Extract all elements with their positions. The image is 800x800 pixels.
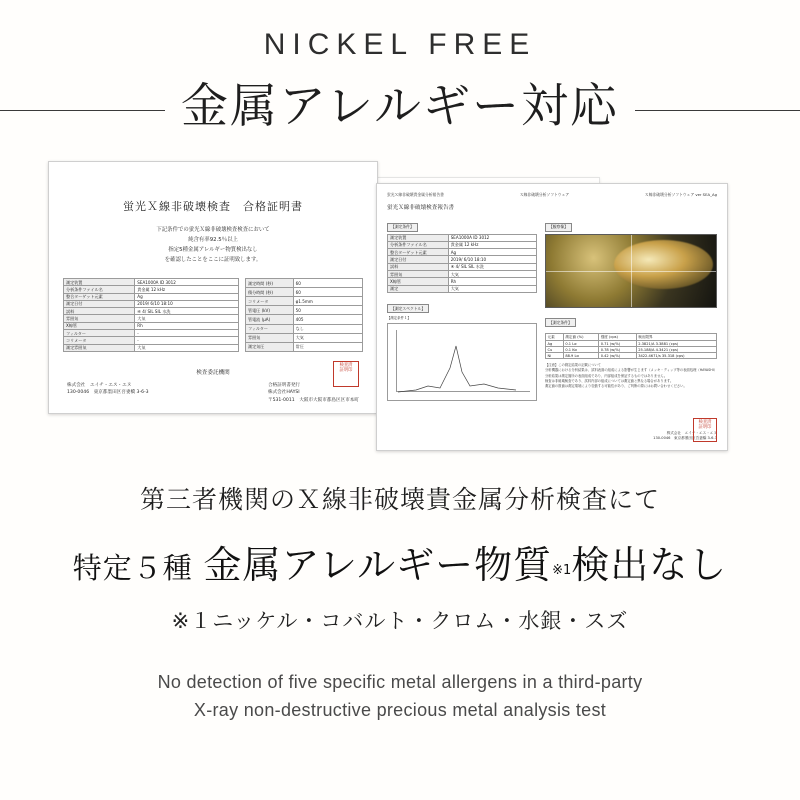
analysis-results-table bbox=[545, 333, 717, 359]
cell-key: X線管 bbox=[64, 322, 135, 329]
cell-value: 25.188/A 4.3421 (cps) bbox=[636, 347, 716, 353]
column-header: 元素 bbox=[546, 334, 564, 341]
copy-english-line-2: X-ray non-destructive precious metal analysis test bbox=[193, 699, 607, 720]
report-header-mid: Ｘ線非破壊分析ソフトウェア bbox=[519, 192, 570, 197]
cell-key: X線管 bbox=[388, 278, 449, 285]
cell-key: 管電流 (μA) bbox=[246, 315, 294, 324]
eyebrow-nickel-free: NICKEL FREE bbox=[263, 28, 537, 61]
intro-line: 純含有率92.5％以上 bbox=[188, 237, 238, 243]
cell-value: ④ 4/ SIL SIL 水洗 bbox=[448, 263, 536, 270]
intro-line: 下記条件での蛍光Ｘ線非破壊検査検査において bbox=[156, 227, 270, 233]
chart-curve-icon bbox=[388, 324, 528, 402]
results-label: 【測定条件】 bbox=[545, 318, 576, 327]
photo-highlight bbox=[614, 240, 713, 289]
cell-value: 貴金属 12 kHz bbox=[135, 286, 239, 293]
issue-label: 合格証明書発行 bbox=[267, 382, 301, 388]
cell-key: コリメータ bbox=[64, 337, 135, 344]
cell-value: 0.1 Kα bbox=[563, 347, 598, 353]
issuer-name: 株式会社 エイチ・エス・エヌ bbox=[67, 382, 132, 388]
certificate-images bbox=[40, 155, 760, 455]
cell-key: フィルター bbox=[64, 330, 135, 337]
cell-key: 測定時間 (秒) bbox=[246, 279, 294, 288]
report-body bbox=[387, 215, 717, 401]
spectrum-label: 【測定スペクトル】 bbox=[387, 304, 429, 313]
crosshair-vertical-icon bbox=[631, 235, 632, 307]
cell-value: 60 bbox=[293, 288, 362, 297]
cell-value: 2019/ 6/10 18:10 bbox=[135, 300, 239, 307]
cell-value: - bbox=[135, 337, 239, 344]
cell-value: ④ 4/ SIL SIL 水洗 bbox=[135, 308, 239, 315]
note-line: 検査は非破壊検査であり、試料内部の組成については測定値と異なる場合があります。 bbox=[545, 378, 674, 383]
cell-value: Ag bbox=[448, 249, 536, 256]
table-row bbox=[546, 353, 717, 359]
cell-key: 整合ターゲット元素 bbox=[64, 293, 135, 300]
cell-value: 88.9 Lα bbox=[563, 353, 598, 359]
cell-value: 2.3821/A 3.3881 (cps) bbox=[636, 341, 716, 347]
certificate-left-title: 蛍光Ｘ線非破壊検査 合格証明書 bbox=[123, 200, 303, 213]
cell-value: Ag bbox=[546, 341, 564, 347]
cell-value: Rh bbox=[448, 278, 536, 285]
intro-line: 指定5種金属アレルギー物質検出なし bbox=[168, 247, 258, 253]
certificate-left bbox=[48, 161, 378, 414]
issuer-address: 130-0046 東京都墨田区吾妻橋 3-6-3 bbox=[67, 390, 149, 396]
report-header-right: Ｘ線非破壊分析ソフトウェア ver SEA_Ag bbox=[644, 192, 717, 197]
cell-key: 整合ターゲット元素 bbox=[388, 249, 449, 256]
cell-key: 雰囲気 bbox=[388, 270, 449, 277]
official-stamp-icon: 検査済 証明印 bbox=[333, 361, 359, 387]
certificate-left-tables bbox=[63, 278, 363, 352]
cell-key: 分析条件ファイル名 bbox=[388, 241, 449, 248]
cell-key: 積分時間 (秒) bbox=[246, 288, 294, 297]
copy-line-2-prefix: 特定５種 bbox=[72, 551, 193, 585]
cell-key: 測定日付 bbox=[388, 256, 449, 263]
column-header: 強度 (cps) bbox=[599, 334, 637, 341]
cell-value: 0.78 (w/%) bbox=[599, 347, 637, 353]
copy-footnote: ※１ニッケル・コバルト・クロム・水銀・スズ bbox=[171, 609, 629, 633]
official-stamp-icon: 検査済 証明印 bbox=[693, 418, 717, 442]
measurement-parameters-table bbox=[245, 278, 363, 352]
cell-key: 管電圧 (kV) bbox=[246, 306, 294, 315]
cell-value: 0.1 Lα bbox=[563, 341, 598, 347]
cell-key: 測定気圧 bbox=[246, 342, 294, 351]
note-line: 測定値の数値は測定環境により変動する可能性があり、ご判断の際にはお問い合わせください。 bbox=[545, 384, 687, 389]
cell-value: - bbox=[135, 330, 239, 337]
inspection-agency-label: 検査委託機関 bbox=[196, 369, 230, 376]
cell-key: 試料 bbox=[388, 263, 449, 270]
cell-value: 3422.4671/s 35.318 (cps) bbox=[636, 353, 716, 359]
cell-value: SEA1000A ID 3012 bbox=[135, 279, 239, 286]
photo-label: 【観察像】 bbox=[545, 223, 572, 232]
sample-photo bbox=[545, 234, 717, 308]
note-line: 分析結果は測定箇所の表面組成であり、内部組成を保証するものではありません。 bbox=[545, 373, 668, 378]
cell-value: Ag bbox=[135, 293, 239, 300]
chart-note: 【測定条件１】 bbox=[387, 316, 411, 321]
certificate-right bbox=[376, 183, 728, 451]
report-title: 蛍光Ｘ線非破壊検査報告書 bbox=[387, 205, 455, 211]
note-line: 分析機器における分析結果は、試料表面の組成による影響が生じます（メッキ・ディップ等の表面処理（HAYASHI） bbox=[545, 368, 718, 373]
page-title: 金属アレルギー対応 bbox=[165, 76, 635, 138]
copy-line-2-main: 金属アレルギー物質 bbox=[203, 543, 553, 587]
cell-key: 測定装置 bbox=[64, 279, 135, 286]
certificate-left-intro bbox=[61, 225, 365, 265]
cell-value: 50 bbox=[293, 306, 362, 315]
cell-key: コリメータ bbox=[246, 297, 294, 306]
report-header bbox=[387, 192, 717, 198]
certificate-left-footer bbox=[49, 368, 377, 405]
copy-line-2-footnote-marker: ※1 bbox=[552, 563, 572, 578]
cell-value: SEA1000A ID 3012 bbox=[448, 234, 536, 241]
report-header-left: 蛍光Ｘ線非破壊貴金属分析報告書 bbox=[387, 192, 444, 197]
cell-value: 0.71 (w/%) bbox=[599, 341, 637, 347]
report-right-column bbox=[545, 215, 717, 401]
cell-value: なし bbox=[293, 324, 362, 333]
cell-key: 雰囲気 bbox=[246, 333, 294, 342]
measurement-conditions-table bbox=[63, 278, 239, 352]
report-left-column bbox=[387, 215, 537, 401]
column-header: 測定値 (%) bbox=[563, 334, 598, 341]
issuer-left-block bbox=[67, 382, 149, 405]
report-notes bbox=[545, 363, 717, 389]
copy-line-2 bbox=[0, 534, 800, 589]
spectrum-chart bbox=[387, 323, 537, 401]
cell-key: 試料 bbox=[64, 308, 135, 315]
cell-key: 測定雰囲気 bbox=[64, 344, 135, 351]
intro-line: を確認したことをここに証明致します。 bbox=[164, 257, 262, 263]
cell-key: 雰囲気 bbox=[64, 315, 135, 322]
conditions-label: 【測定条件】 bbox=[387, 223, 418, 232]
cell-key: 分析条件ファイル名 bbox=[64, 286, 135, 293]
cell-value: Ni bbox=[546, 353, 564, 359]
cell-key: フィルター bbox=[246, 324, 294, 333]
cell-value: 0.42 (w/%) bbox=[599, 353, 637, 359]
cell-value: 貴金属 12 kHz bbox=[448, 241, 536, 248]
company-name: 株式会社HAYSI bbox=[267, 390, 300, 396]
marketing-copy bbox=[0, 480, 800, 725]
copy-english bbox=[0, 669, 800, 725]
copy-line-2-suffix: 検出なし bbox=[571, 543, 728, 587]
company-address: 〒531-0011 大阪市大阪市都島区区市本町 bbox=[267, 398, 359, 404]
cell-value: 大気 bbox=[135, 344, 239, 351]
cell-value: Rh bbox=[135, 322, 239, 329]
cell-value: 2019/ 6/10 18:10 bbox=[448, 256, 536, 263]
issuer-name: 株式会社 エイチ・エス・エヌ bbox=[666, 430, 717, 435]
cell-value: 大気 bbox=[135, 315, 239, 322]
note-line: 【注意】この測定結果の記載について bbox=[545, 363, 601, 367]
cell-value: 常圧 bbox=[293, 342, 362, 351]
header bbox=[0, 0, 800, 138]
cell-value: 60 bbox=[293, 279, 362, 288]
cell-value: 大気 bbox=[448, 285, 536, 292]
cell-key: 測定装置 bbox=[388, 234, 449, 241]
cell-key: 測定 bbox=[388, 285, 449, 292]
copy-line-1: 第三者機関のＸ線非破壊貴金属分析検査にて bbox=[139, 485, 660, 514]
cell-value: 大気 bbox=[448, 270, 536, 277]
cell-value: φ1.5mm bbox=[293, 297, 362, 306]
cell-value: 405 bbox=[293, 315, 362, 324]
title-row bbox=[0, 76, 800, 138]
issuer-address: 130-0046 東京都墨田区吾妻橋 3-6-3 bbox=[653, 436, 717, 441]
report-conditions-table bbox=[387, 234, 537, 293]
column-header: 検出限界 bbox=[636, 334, 716, 341]
cell-value: 大気 bbox=[293, 333, 362, 342]
copy-english-line-1: No detection of five specific metal allergens in a third-party bbox=[157, 672, 643, 692]
cell-key: 測定日付 bbox=[64, 300, 135, 307]
cell-value: Cu bbox=[546, 347, 564, 353]
